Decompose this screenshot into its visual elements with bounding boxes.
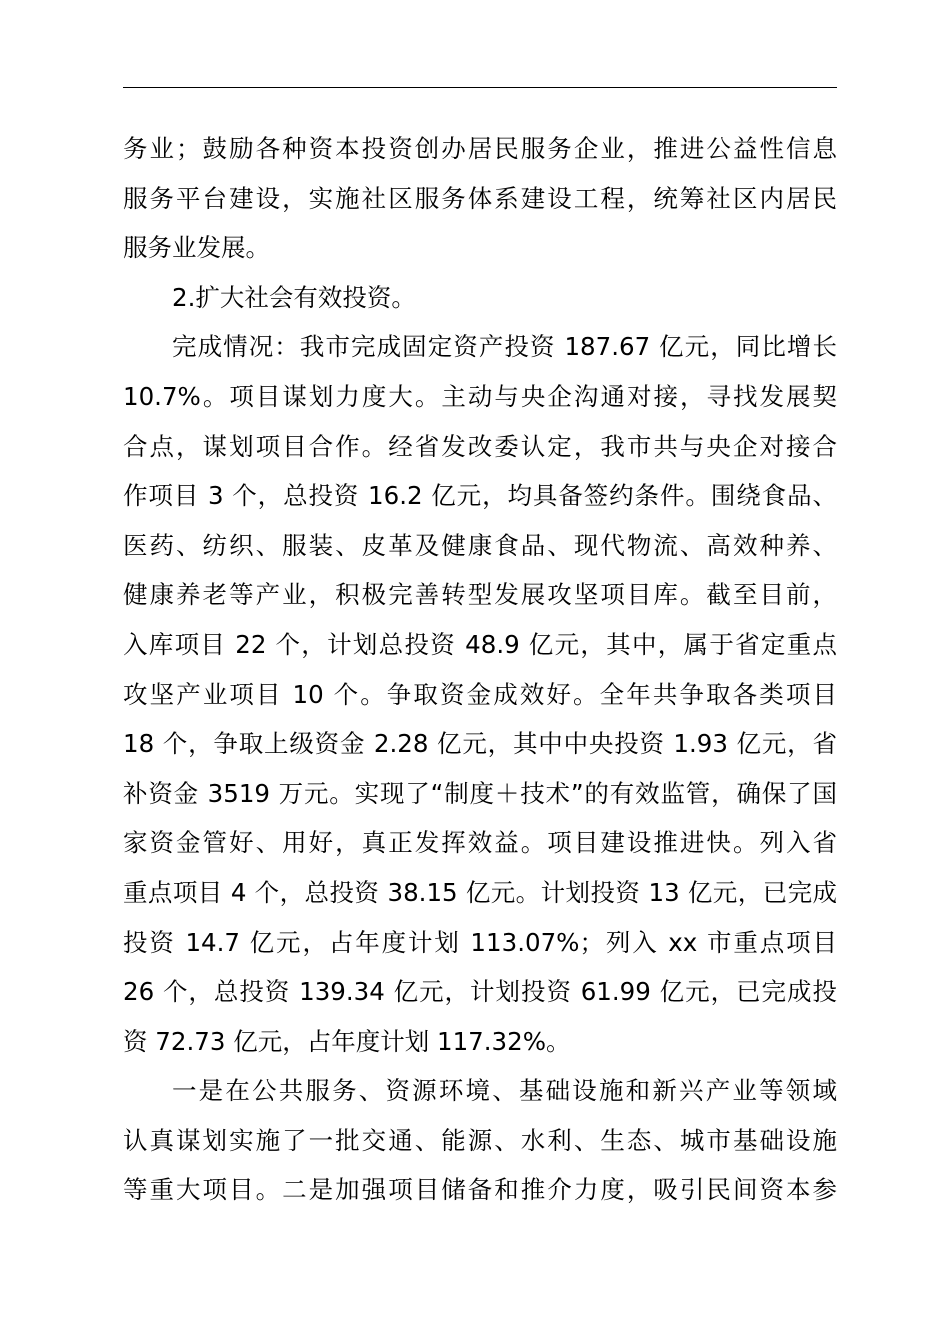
- text-line: 家资金管好、用好，真正发挥效益。项目建设推进快。列入省: [123, 828, 837, 858]
- text-line: 资 72.73 亿元，占年度计划 117.32%。: [123, 1026, 571, 1056]
- text-line: 务业；鼓励各种资本投资创办居民服务企业，推进公益性信息: [123, 134, 837, 163]
- text-line: 18 个，争取上级资金 2.28 亿元，其中中央投资 1.93 亿元，省: [123, 729, 837, 759]
- text-line: 26 个，总投资 139.34 亿元，计划投资 61.99 亿元，已完成投: [123, 977, 837, 1007]
- text-line: 作项目 3 个，总投资 16.2 亿元，均具备签约条件。围绕食品、: [123, 481, 837, 511]
- section-heading: 2.扩大社会有效投资。: [172, 282, 416, 312]
- text-line: 健康养老等产业，积极完善转型发展攻坚项目库。截至目前，: [123, 580, 837, 610]
- text-line: 10.7%。项目谋划力度大。主动与央企沟通对接，寻找发展契: [123, 381, 837, 411]
- text-line: 医药、纺织、服装、皮革及健康食品、现代物流、高效种养、: [123, 530, 837, 560]
- text-line: 补资金 3519 万元。实现了“制度＋技术”的有效监管，确保了国: [123, 778, 837, 808]
- text-line: 合点，谋划项目合作。经省发改委认定，我市共与央企对接合: [123, 431, 837, 461]
- header-rule: [123, 87, 837, 88]
- text-line: 服务平台建设，实施社区服务体系建设工程，统筹社区内居民: [123, 183, 837, 213]
- text-line: 入库项目 22 个，计划总投资 48.9 亿元，其中，属于省定重点: [123, 629, 837, 659]
- text-line: 服务业发展。: [123, 233, 270, 263]
- document-body: [123, 124, 837, 1215]
- text-line: 认真谋划实施了一批交通、能源、水利、生态、城市基础设施: [123, 1125, 837, 1155]
- text-line: 投资 14.7 亿元，占年度计划 113.07%；列入 xx 市重点项目: [123, 927, 837, 957]
- text-line: 等重大项目。二是加强项目储备和推介力度，吸引民间资本参: [123, 1175, 837, 1205]
- text-line: 攻坚产业项目 10 个。争取资金成效好。全年共争取各类项目: [123, 679, 837, 709]
- text-line: 完成情况：我市完成固定资产投资 187.67 亿元，同比增长: [172, 332, 837, 362]
- text-line: 重点项目 4 个，总投资 38.15 亿元。计划投资 13 亿元，已完成: [123, 877, 837, 907]
- text-line: 一是在公共服务、资源环境、基础设施和新兴产业等领域: [172, 1076, 837, 1106]
